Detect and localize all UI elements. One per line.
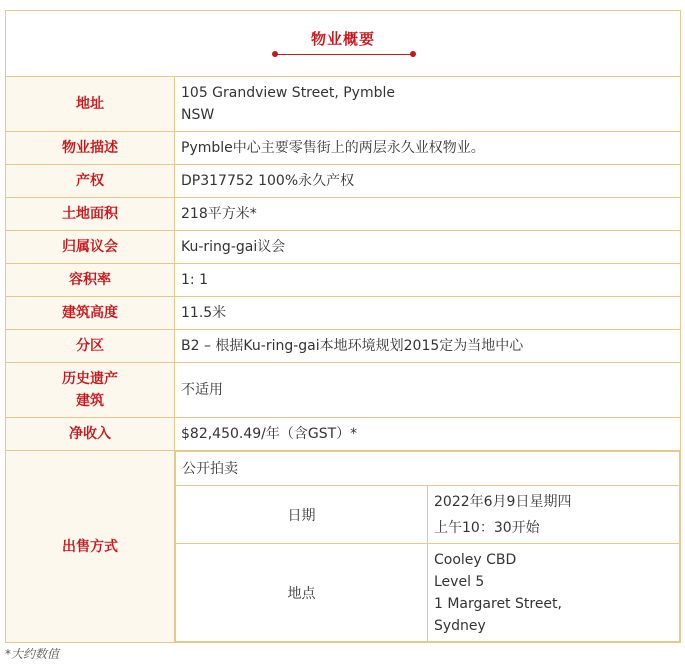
sale-date-row — [176, 486, 680, 544]
title-dot-right — [410, 51, 416, 57]
row-value: Pymble中心主要零售街上的两层永久业权物业。 — [175, 132, 681, 165]
row-label: 物业描述 — [6, 132, 175, 165]
sale-method-row — [176, 452, 680, 486]
date-label: 日期 — [176, 486, 428, 544]
venue-line-2: Level 5 — [434, 573, 485, 590]
row-value: 不适用 — [175, 363, 681, 418]
table-row — [6, 297, 681, 330]
row-label — [6, 363, 175, 418]
row-value: 1: 1 — [175, 264, 681, 297]
sale-label: 出售方式 — [6, 451, 175, 643]
summary-table — [5, 76, 681, 643]
property-summary — [5, 10, 681, 643]
venue-line-1: Cooley CBD — [434, 551, 517, 568]
sale-cell — [175, 451, 681, 643]
address-line-2: NSW — [181, 107, 215, 123]
row-label: 产权 — [6, 165, 175, 198]
heritage-label-line-2: 建筑 — [76, 393, 104, 409]
title-box — [5, 10, 681, 76]
table-row — [6, 165, 681, 198]
row-label: 净收入 — [6, 418, 175, 451]
row-label: 土地面积 — [6, 198, 175, 231]
row-label: 地址 — [6, 77, 175, 132]
venue-value — [428, 544, 680, 642]
row-label: 归属议会 — [6, 231, 175, 264]
sale-venue-row — [176, 544, 680, 642]
date-line-1: 2022年6月9日星期四 — [434, 493, 572, 510]
page-title: 物业概要 — [310, 30, 375, 48]
table-row — [6, 330, 681, 363]
table-row — [6, 132, 681, 165]
date-value — [428, 486, 680, 544]
sale-subtable — [175, 451, 680, 642]
table-row — [6, 363, 681, 418]
venue-label: 地点 — [176, 544, 428, 642]
venue-line-3: 1 Margaret Street, — [434, 595, 562, 612]
row-value: $82,450.49/年（含GST）* — [175, 418, 681, 451]
row-value: 11.5米 — [175, 297, 681, 330]
title-underline — [273, 54, 413, 55]
heritage-label-line-1: 历史遗产 — [62, 371, 118, 387]
row-value: 218平方米* — [175, 198, 681, 231]
table-row — [6, 77, 681, 132]
table-row — [6, 231, 681, 264]
row-value: DP317752 100%永久产权 — [175, 165, 681, 198]
row-value: Ku-ring-gai议会 — [175, 231, 681, 264]
row-label: 容积率 — [6, 264, 175, 297]
row-value: B2 – 根据Ku-ring-gai本地环境规划2015定为当地中心 — [175, 330, 681, 363]
table-row — [6, 264, 681, 297]
date-line-2: 上午10：30开始 — [434, 519, 540, 536]
venue-line-4: Sydney — [434, 617, 486, 634]
address-line-1: 105 Grandview Street, Pymble — [181, 85, 395, 101]
row-label: 建筑高度 — [6, 297, 175, 330]
sale-method: 公开拍卖 — [176, 452, 680, 486]
table-row — [6, 418, 681, 451]
row-value — [175, 77, 681, 132]
row-label: 分区 — [6, 330, 175, 363]
sale-row — [6, 451, 681, 643]
table-row — [6, 198, 681, 231]
footnote: *大约数值 — [5, 647, 60, 661]
title-dot-left — [272, 51, 278, 57]
